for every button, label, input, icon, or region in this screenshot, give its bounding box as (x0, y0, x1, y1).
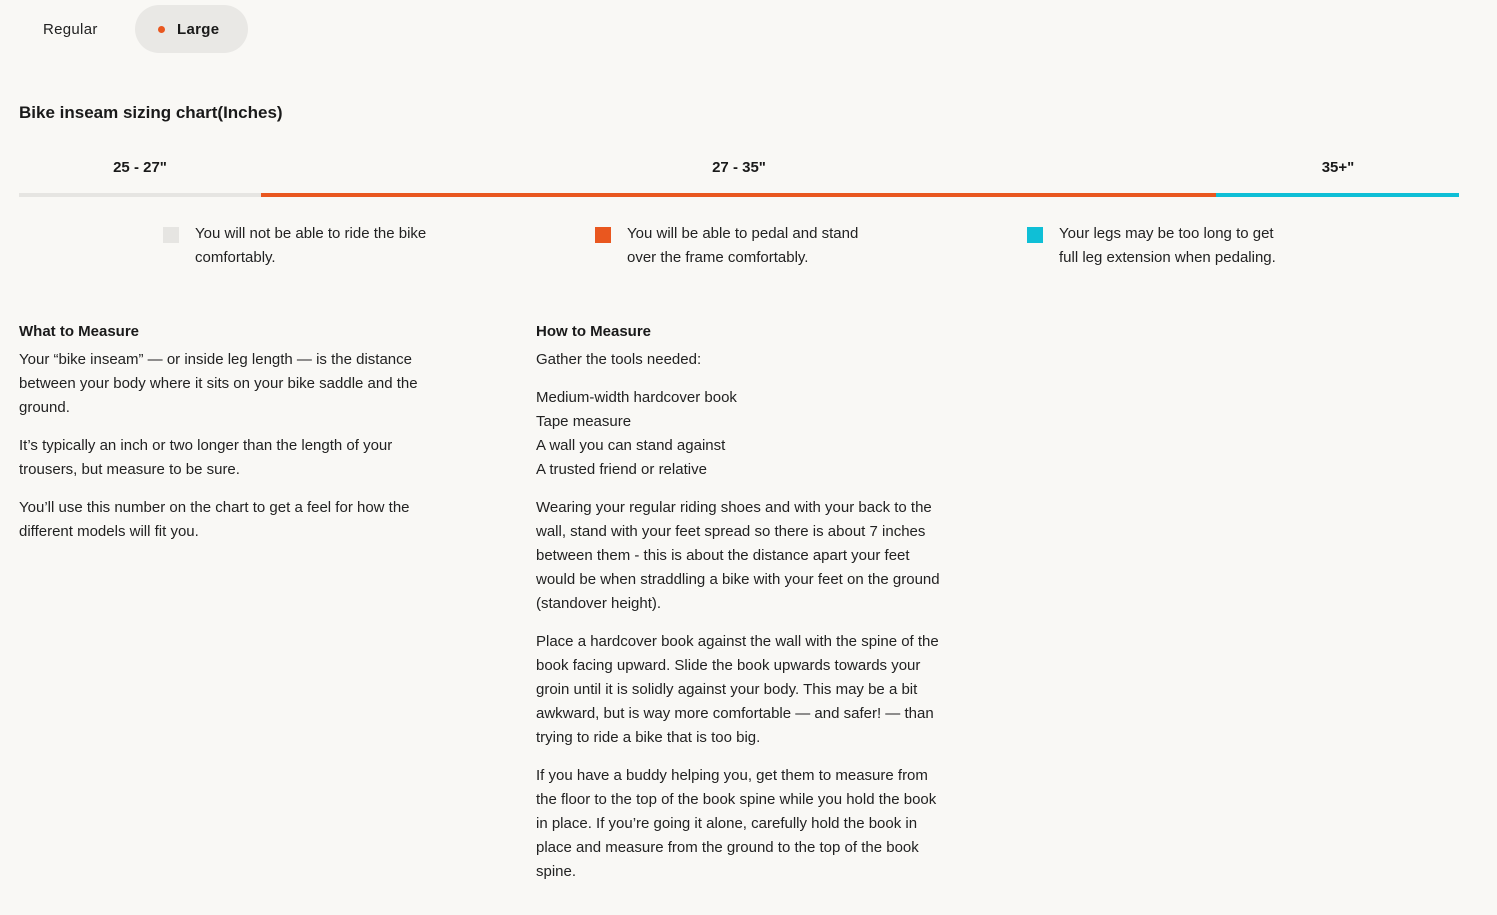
how-to-measure-section (536, 320, 941, 898)
tool-item: Tape measure (536, 413, 632, 430)
tab-regular[interactable] (19, 5, 127, 53)
what-paragraph: It’s typically an inch or two longer than the length of your trousers, but measure to be sure. (19, 437, 393, 478)
selected-dot-icon (158, 26, 165, 33)
what-paragraph: Your “bike inseam” — or inside leg length — is the distance between your body where it sits on your bike saddle and the ground. (19, 351, 418, 416)
what-to-measure-section (19, 320, 429, 558)
how-paragraph: Place a hardcover book against the wall with the spine of the book facing upward. Slide the book upwards towards your groin until it is solidly against your body. This may be a bit awkward, but is way more comfortable — and safer! — than trying to ride a bike that is too big. (536, 633, 939, 746)
range-label-long: 35+" (1321, 159, 1355, 176)
how-paragraph: Wearing your regular riding shoes and with your back to the wall, stand with your feet spread so there is about 7 inches between them - this is about the distance apart your feet would be when straddling a bike with your feet on the ground (standover height). (536, 499, 940, 612)
tool-item: Medium-width hardcover book (536, 389, 737, 406)
size-toggle (19, 5, 248, 53)
legend-swatch-short (163, 227, 179, 243)
tool-item: A wall you can stand against (536, 437, 726, 454)
legend-item-fit (595, 222, 858, 270)
legend-item-short (163, 222, 426, 270)
legend-text-short-line1: You will not be able to ride the bike (195, 225, 427, 242)
what-to-measure-heading: What to Measure (19, 323, 140, 340)
legend-text-long-line2: full leg extension when pedaling. (1059, 249, 1276, 266)
range-bar-long (1216, 193, 1459, 197)
tools-list (536, 386, 941, 482)
legend-swatch-fit (595, 227, 611, 243)
how-to-measure-heading: How to Measure (536, 323, 652, 340)
range-label-fit: 27 - 35" (712, 159, 766, 176)
range-bar-short (19, 193, 261, 197)
what-paragraph: You’ll use this number on the chart to get a feel for how the different models will fit you. (19, 499, 410, 540)
range-bar-fit (261, 193, 1216, 197)
chart-title: Bike inseam sizing chart(Inches) (19, 103, 283, 122)
tab-regular-label: Regular (43, 20, 98, 38)
legend-item-long (1027, 222, 1276, 270)
range-label-short: 25 - 27" (113, 159, 167, 176)
legend-text-fit-line2: over the frame comfortably. (627, 249, 809, 266)
tab-large[interactable] (135, 5, 248, 53)
legend-text-short-line2: comfortably. (195, 249, 276, 266)
tab-large-label: Large (177, 20, 220, 38)
tool-item: A trusted friend or relative (536, 461, 707, 478)
legend-swatch-long (1027, 227, 1043, 243)
how-paragraph: If you have a buddy helping you, get them to measure from the floor to the top of the book spine while you hold the book in place. If you’re going it alone, carefully hold the book in place and measure from the ground to the top of the book spine. (536, 767, 937, 880)
how-intro: Gather the tools needed: (536, 351, 702, 368)
legend-text-long-line1: Your legs may be too long to get (1059, 225, 1274, 242)
legend-text-fit-line1: You will be able to pedal and stand (627, 225, 859, 242)
